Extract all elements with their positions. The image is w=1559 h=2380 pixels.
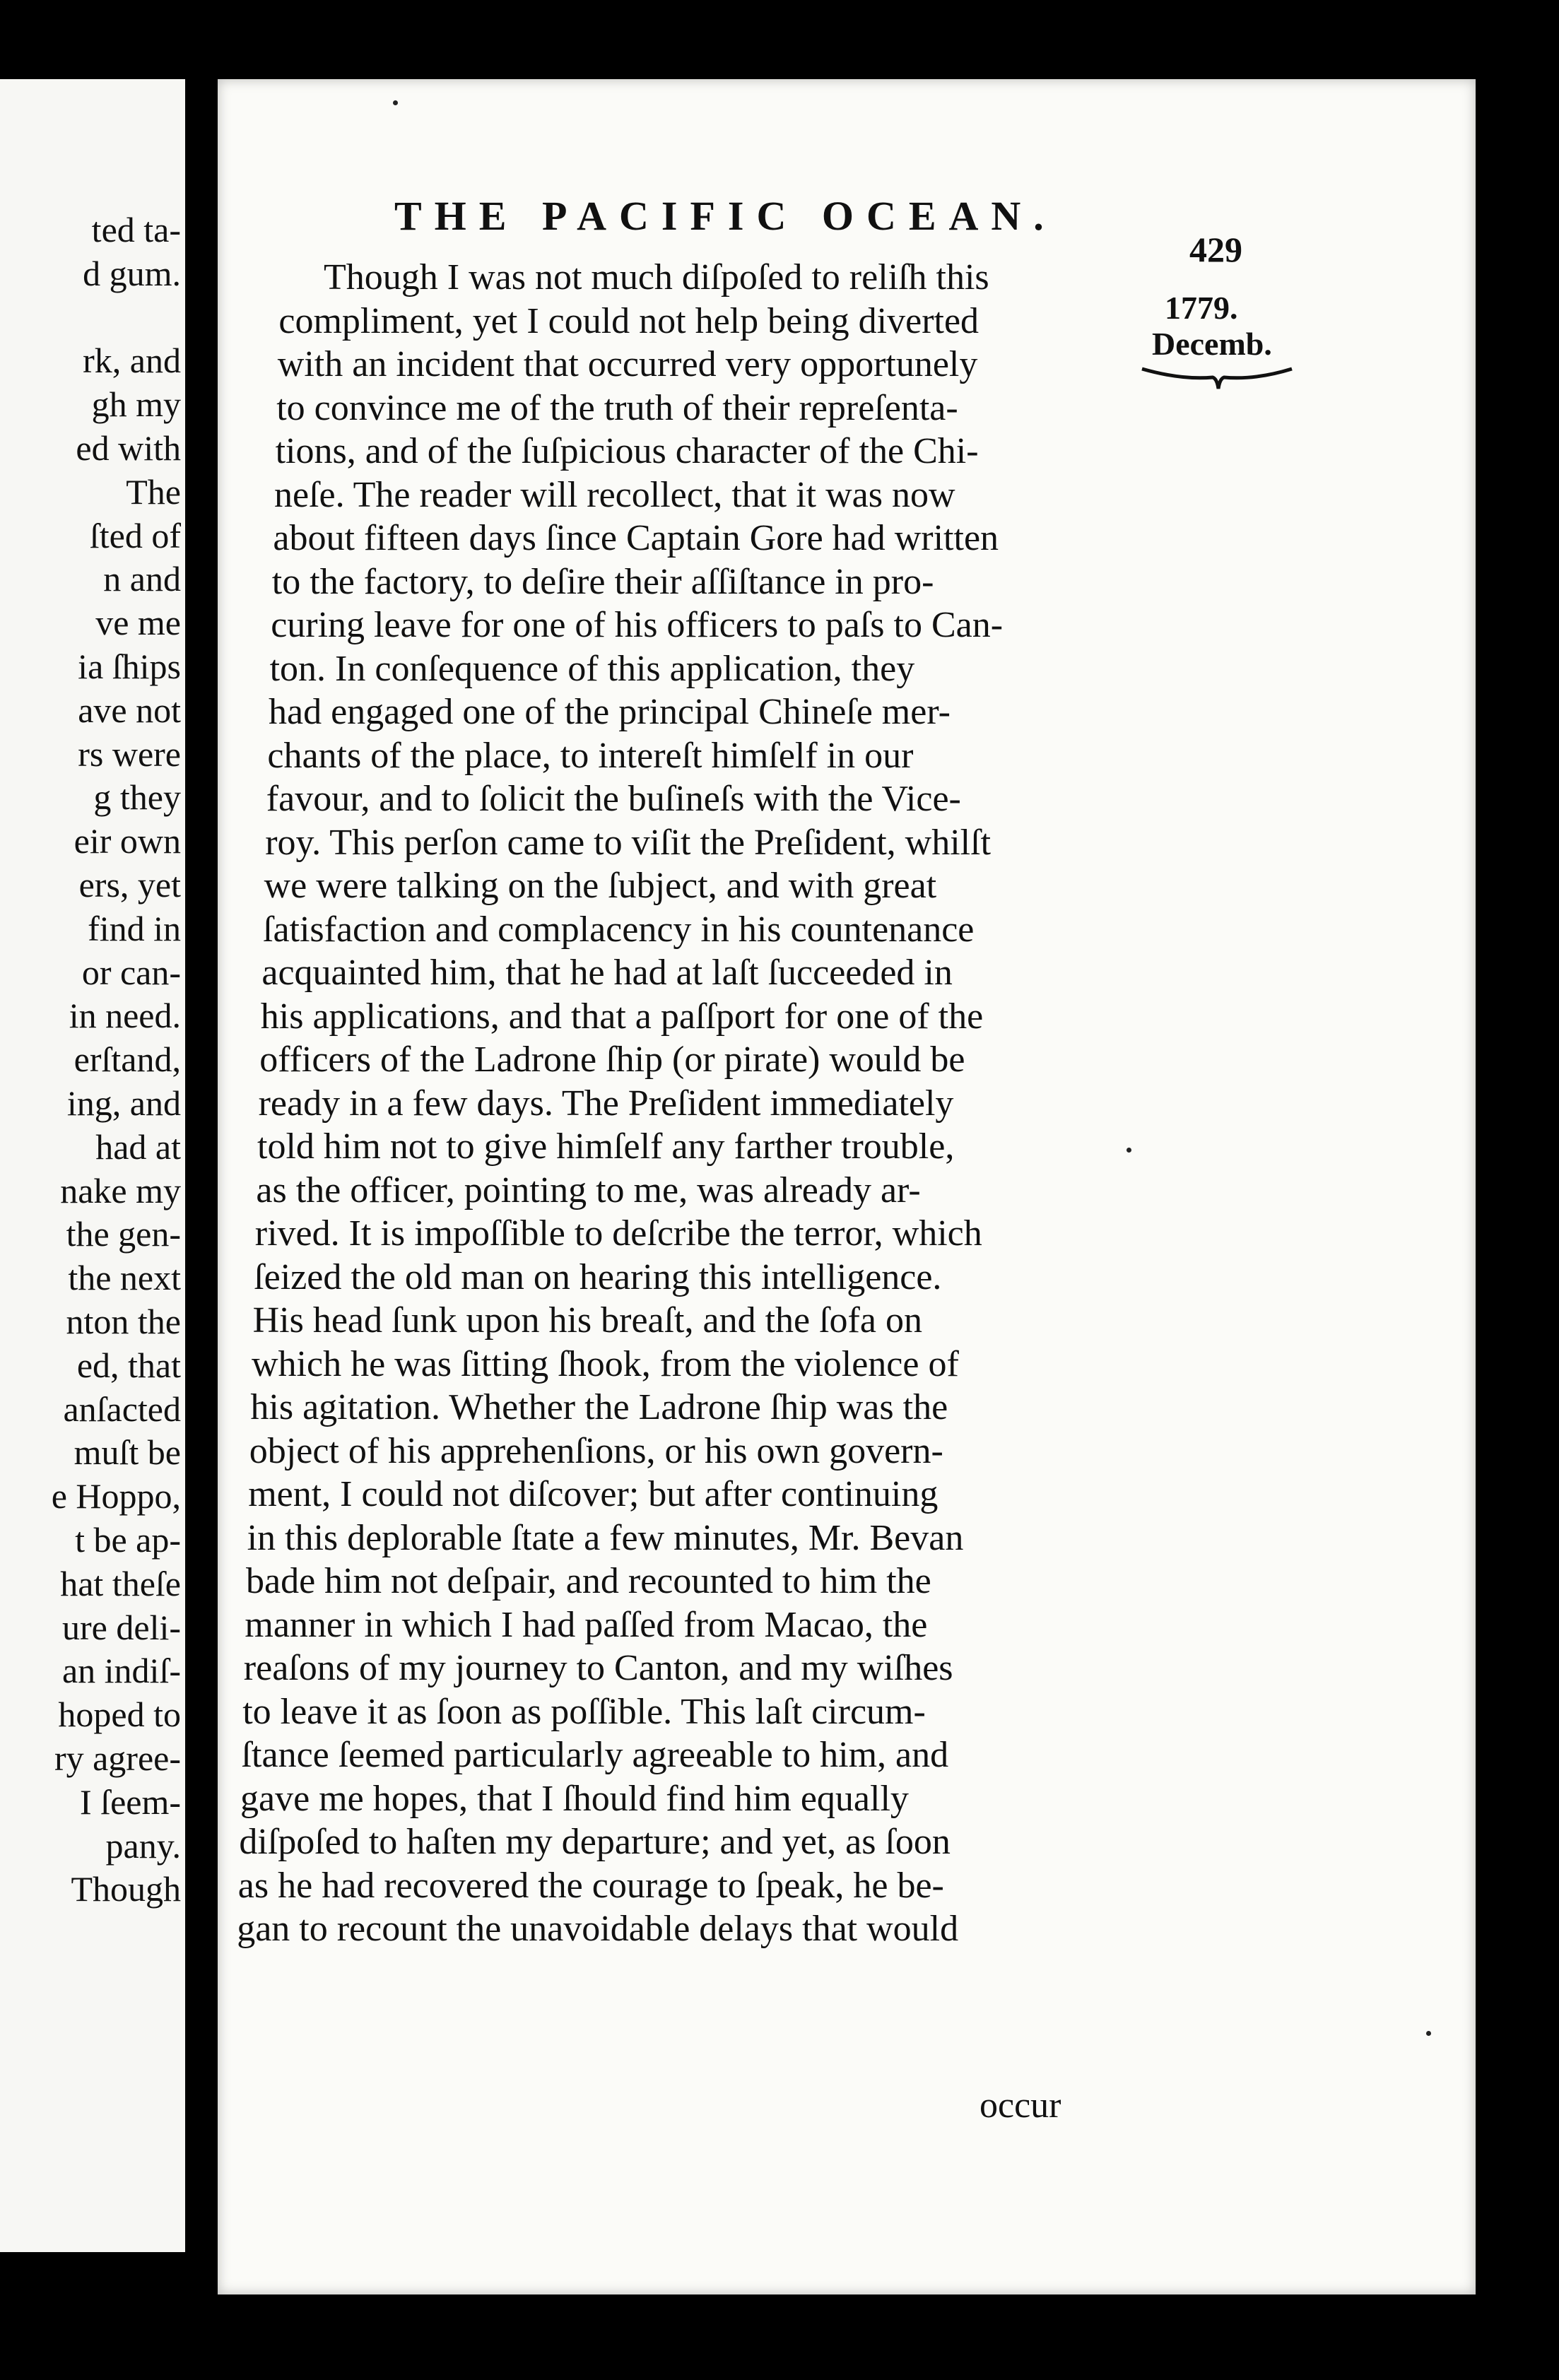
text-line: curing leave for one of his officers to paſs to Can- [271,605,1004,645]
previous-page-line: ure deli- [62,1607,181,1647]
text-line: in this deplorable ſtate a few minutes, Mr. Bevan [247,1517,964,1558]
previous-page-line: hoped to [58,1695,181,1735]
text-line: gave me hopes, that I ſhould find him equally [240,1778,909,1819]
page-number: 429 [1189,230,1242,269]
previous-page-line: find in [88,908,181,948]
text-line: neſe. The reader will recollect, that it was now [274,474,955,515]
previous-page-line: n and [103,559,181,599]
text-line: rived. It is impoſſible to deſcribe the terror, which [254,1213,982,1254]
text-line: reaſons of my journey to Canton, and my wiſhes [243,1648,953,1688]
ink-speck [1426,2031,1431,2036]
text-line: as he had recovered the courage to ſpeak, he be- [237,1865,944,1906]
previous-page-line: hat theſe [60,1563,181,1603]
previous-page-line: the gen- [66,1214,181,1254]
text-line: ready in a few days. The Preſident immediately [258,1083,954,1124]
text-line: to leave it as ſoon as poſſible. This laſt circum- [242,1691,926,1732]
previous-page-line: ers, yet [78,865,181,905]
previous-page-line: ing, and [66,1083,181,1123]
previous-page-line: ted ta- [91,210,181,249]
previous-page-line: ed with [76,428,181,468]
text-line: as the officer, pointing to me, was already ar- [256,1170,921,1210]
text-line: we were talking on the ſubject, and with great [264,866,937,906]
ink-speck [1126,1148,1131,1153]
previous-page-line: eir own [73,821,181,861]
text-line: officers of the Ladrone ſhip (or pirate) would be [259,1039,965,1080]
previous-page-line: ve me [95,603,181,643]
text-line: roy. This perſon came to viſit the Preſident, whilſt [265,822,992,863]
previous-page-line: I ſeem- [80,1781,181,1822]
text-line: manner in which I had paſſed from Macao, the [245,1604,928,1645]
previous-page-line: g they [93,777,181,818]
text-line: Though I was not much diſpoſed to reliſh this [324,257,989,298]
previous-page-line: ave not [78,690,181,730]
ink-speck [393,100,398,105]
text-line: about fifteen days ſince Captain Gore had written [273,518,999,558]
text-line: his agitation. Whether the Ladrone ſhip was the [250,1387,948,1427]
text-line: compliment, yet I could not help being diverted [278,300,979,341]
text-line: chants of the place, to intereſt himſelf in our [267,735,914,776]
text-line: to convince me of the truth of their repreſenta- [276,387,958,428]
previous-page-fragment [0,79,185,2252]
book-gutter [185,71,218,2268]
text-line: ſeized the old man on hearing this intelligence. [254,1256,942,1297]
text-line: tions, and of the ſuſpicious character of the Chi- [275,431,979,471]
margin-note-month: Decemb. [1152,326,1272,362]
previous-page-line: in need. [69,996,181,1036]
previous-page-line: erſtand, [73,1039,181,1080]
text-line: ſtance ſeemed particularly agreeable to him, and [241,1735,949,1775]
previous-page-line: an indiſ- [61,1651,181,1691]
previous-page-line: t be ap- [75,1520,181,1560]
previous-page-line: rk, and [83,341,181,381]
previous-page-line: ry agree- [54,1738,181,1778]
previous-page-line: The [126,471,181,512]
text-line: favour, and to ſolicit the buſineſs with the Vice- [266,779,961,819]
previous-page-line: the next [68,1258,181,1298]
previous-page-line: nake my [60,1170,181,1210]
text-line: to the factory, to deſire their aſſiſtance in pro- [271,561,934,602]
text-line: gan to recount the unavoidable delays that would [237,1909,959,1949]
previous-page-line: anſacted [63,1389,181,1429]
text-line: His head ſunk upon his breaſt, and the ſofa on [252,1300,922,1341]
text-line: bade him not deſpair, and recounted to him the [246,1561,931,1601]
book-page [218,79,1476,2294]
previous-page-line: ia ſhips [78,647,181,686]
text-line: which he was ſitting ſhook, from the violence of [252,1343,959,1384]
body-text [218,79,1476,2294]
text-line: with an incident that occurred very opportunely [277,344,978,384]
text-line: ſatisfaction and complacency in his countenance [263,909,975,950]
previous-page-line: gh my [91,384,181,425]
previous-page-line: rs were [78,734,181,774]
text-line: acquainted him, that he had at laſt ſucceeded in [261,953,953,993]
text-line: his applications, and that a paſſport for one of the [260,996,984,1037]
previous-page-line: muſt be [73,1432,181,1473]
previous-page-line: e Hoppo, [51,1476,181,1516]
previous-page-line: had at [95,1126,181,1167]
catchword: occur [979,2085,1061,2126]
text-line: diſpoſed to haſten my departure; and yet, as ſoon [239,1822,951,1862]
text-line: ton. In conſequence of this application, they [269,648,915,689]
previous-page-line: d gum. [83,253,181,293]
text-line: object of his apprehenſions, or his own govern- [249,1430,943,1471]
previous-page-line: or can- [81,952,181,992]
text-line: had engaged one of the principal Chineſe mer- [269,692,951,732]
margin-note-year: 1779. [1165,290,1238,326]
text-line: ment, I could not diſcover; but after continuing [248,1474,939,1514]
previous-page-line: pany. [105,1825,181,1866]
previous-page-line: ſted of [89,515,181,555]
running-head: THE PACIFIC OCEAN. [394,193,1057,239]
text-line: told him not to give himſelf any farther trouble, [257,1126,955,1167]
previous-page-line: Though [71,1869,181,1909]
previous-page-line: ed, that [76,1345,181,1385]
previous-page-line: nton the [66,1302,181,1341]
